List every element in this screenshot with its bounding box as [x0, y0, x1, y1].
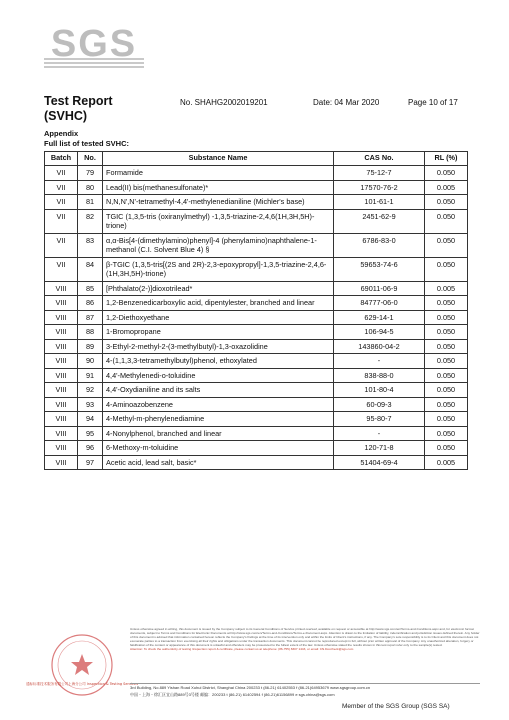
table-row [45, 441, 468, 456]
cell-substance-name: 1,2-Diethoxyethane [103, 310, 334, 325]
cell-rl: 0.050 [425, 195, 468, 210]
cell-rl: 0.050 [425, 257, 468, 281]
cell-no: 89 [78, 339, 103, 354]
cell-cas-no: 120-71-8 [334, 441, 425, 456]
cell-rl: 0.050 [425, 339, 468, 354]
table-row [45, 455, 468, 470]
cell-no: 91 [78, 368, 103, 383]
cell-rl: 0.050 [425, 368, 468, 383]
cell-no: 97 [78, 455, 103, 470]
cell-rl: 0.005 [425, 180, 468, 195]
logo-text: SGS [50, 23, 138, 65]
table-body [45, 166, 468, 470]
table-row [45, 397, 468, 412]
cell-batch: VIII [45, 339, 78, 354]
cell-rl: 0.050 [425, 325, 468, 340]
cell-cas-no: 84777-06-0 [334, 296, 425, 311]
cell-substance-name: N,N,N',N'-tetramethyl-4,4'-methylenedianiline (Michler's base) [103, 195, 334, 210]
table-row [45, 354, 468, 369]
cell-batch: VIII [45, 383, 78, 398]
cell-cas-no: 143860-04-2 [334, 339, 425, 354]
cell-batch: VIII [45, 412, 78, 427]
cell-no: 79 [78, 166, 103, 181]
col-batch: Batch [45, 152, 78, 166]
cell-batch: VII [45, 180, 78, 195]
cell-cas-no: 60-09-3 [334, 397, 425, 412]
cell-cas-no: - [334, 354, 425, 369]
cell-no: 96 [78, 441, 103, 456]
col-no: No. [78, 152, 103, 166]
disclaimer-text: Unless otherwise agreed in writing, this document is issued by the Company subject to its General Conditions of Service printed overleaf, available on request or accessible at http://www.sgs.com/en/Terms-and-Conditions.aspx and, for electronic format documents, subject to Terms and Conditions for Electronic Documents at http://www.sgs.com/en/Terms-and-Conditions/Terms-e-Document.aspx. Attention is drawn to the limitation of liability, indemnification and jurisdiction issues defined therein. Any holder of this document is advised that information contained hereon reflects the Company's findings at the time of its intervention only and within the limits of Client's instructions, if any. The Company's sole responsibility is to its Client and this document does not exonerate parties to a transaction from exercising all their rights and obligations under the transaction documents. This document cannot be reproduced except in full, without prior written approval of the Company. Any unauthorized alteration, forgery or falsification of the content or appearance of this document is unlawful and offenders may be prosecuted to the fullest extent of the law. Unless otherwise stated the results shown in this test report refer only to the sample(s) tested. [130, 627, 480, 647]
cell-no: 82 [78, 209, 103, 233]
legal-disclaimer [130, 628, 480, 651]
address-block [130, 683, 480, 698]
cell-no: 80 [78, 180, 103, 195]
address-cn: 中国・上海・徐汇区宜山路889号3号楼 邮编：200233 t (86-21) 61402594 f (86-21)61156899 e sgs.china@sgs.com [130, 692, 335, 697]
sgs-logo [44, 22, 144, 72]
cell-cas-no: 101-61-1 [334, 195, 425, 210]
page-number: Page 10 of 17 [408, 98, 458, 107]
cell-substance-name: TGIC (1,3,5-tris (oxiranylmethyl) -1,3,5-triazine-2,4,6(1H,3H,5H)-trione) [103, 209, 334, 233]
cell-substance-name: 4-(1,1,3,3-tetramethylbutyl)phenol, ethoxylated [103, 354, 334, 369]
report-title: Test Report [44, 94, 113, 108]
cell-cas-no: 59653-74-6 [334, 257, 425, 281]
svhc-table [44, 151, 468, 470]
cell-batch: VIII [45, 455, 78, 470]
table-row [45, 166, 468, 181]
cell-cas-no: 69011-06-9 [334, 281, 425, 296]
attention-text: Attention: To check the authenticity of testing /inspection report & certificate, please contact us at telephone: (86-755) 8307 1443, or email: CN.Doccheck@sgs.com [130, 646, 354, 651]
report-number: No. SHAHG2002019201 [180, 98, 268, 107]
cell-batch: VIII [45, 354, 78, 369]
cell-no: 94 [78, 412, 103, 427]
cell-substance-name: 4-Methyl-m-phenylenediamine [103, 412, 334, 427]
report-title-block [44, 94, 113, 124]
table-row [45, 233, 468, 257]
cell-cas-no: 106-94-5 [334, 325, 425, 340]
cell-batch: VIII [45, 281, 78, 296]
table-row [45, 281, 468, 296]
cell-substance-name: Acetic acid, lead salt, basic* [103, 455, 334, 470]
cell-batch: VII [45, 257, 78, 281]
list-title: Full list of tested SVHC: [44, 139, 130, 148]
table-row [45, 209, 468, 233]
cell-substance-name: [Phthalato(2-)]dioxotrilead* [103, 281, 334, 296]
cell-substance-name: α,α-Bis[4-(dimethylamino)phenyl]-4 (phenylamino)naphthalene-1-methanol (C.I. Solvent Blue 4) § [103, 233, 334, 257]
cell-substance-name: 1,2-Benzenedicarboxylic acid, dipentylester, branched and linear [103, 296, 334, 311]
cell-substance-name: 4,4'-Methylenedi-o-toluidine [103, 368, 334, 383]
cell-batch: VIII [45, 426, 78, 441]
cell-batch: VIII [45, 325, 78, 340]
cell-no: 83 [78, 233, 103, 257]
cell-rl: 0.050 [425, 397, 468, 412]
col-cas: CAS No. [334, 152, 425, 166]
table-header-row [45, 152, 468, 166]
sgs-member-note: Member of the SGS Group (SGS SA) [342, 703, 450, 710]
cell-no: 81 [78, 195, 103, 210]
cell-rl: 0.050 [425, 426, 468, 441]
cell-cas-no: 6786-83-0 [334, 233, 425, 257]
table-row [45, 426, 468, 441]
sgs-seal-stamp [26, 630, 138, 700]
cell-cas-no: 17570-76-2 [334, 180, 425, 195]
cell-batch: VIII [45, 441, 78, 456]
address-en: 3rd Building, No.889 Yishan Road Xuhui District, Shanghai China 200233 t (86-21) 61402553 f (86-21)64953679 www.sgsgroup.com.cn [130, 685, 371, 690]
cell-substance-name: Formamide [103, 166, 334, 181]
cell-rl: 0.050 [425, 310, 468, 325]
report-date: Date: 04 Mar 2020 [313, 98, 380, 107]
cell-batch: VII [45, 233, 78, 257]
cell-substance-name: 4-Aminoazobenzene [103, 397, 334, 412]
table-row [45, 339, 468, 354]
cell-no: 93 [78, 397, 103, 412]
cell-batch: VIII [45, 296, 78, 311]
cell-substance-name: 4,4'-Oxydianiline and its salts [103, 383, 334, 398]
table-row [45, 325, 468, 340]
cell-cas-no: - [334, 426, 425, 441]
cell-cas-no: 51404-69-4 [334, 455, 425, 470]
table-row [45, 310, 468, 325]
cell-substance-name: 6-Methoxy-m-toluidine [103, 441, 334, 456]
cell-no: 84 [78, 257, 103, 281]
cell-rl: 0.005 [425, 455, 468, 470]
appendix-label: Appendix [44, 129, 79, 138]
cell-substance-name: 4-Nonylphenol, branched and linear [103, 426, 334, 441]
cell-cas-no: 75-12-7 [334, 166, 425, 181]
cell-cas-no: 629-14-1 [334, 310, 425, 325]
cell-no: 90 [78, 354, 103, 369]
cell-rl: 0.050 [425, 296, 468, 311]
seal-text: 通标标准技术服务有限公司上海分公司 Inspection & Testing Services [26, 682, 138, 686]
cell-no: 85 [78, 281, 103, 296]
cell-substance-name: 1-Bromopropane [103, 325, 334, 340]
cell-rl: 0.050 [425, 166, 468, 181]
cell-batch: VII [45, 195, 78, 210]
cell-substance-name: Lead(II) bis(methanesulfonate)* [103, 180, 334, 195]
cell-batch: VIII [45, 397, 78, 412]
col-substance: Substance Name [103, 152, 334, 166]
cell-rl: 0.050 [425, 383, 468, 398]
cell-cas-no: 2451-62-9 [334, 209, 425, 233]
table-row [45, 412, 468, 427]
cell-no: 88 [78, 325, 103, 340]
table-row [45, 383, 468, 398]
table-row [45, 180, 468, 195]
cell-batch: VII [45, 209, 78, 233]
cell-no: 92 [78, 383, 103, 398]
cell-substance-name: β-TGIC (1,3,5-tris[(2S and 2R)-2,3-epoxypropyl]-1,3,5-triazine-2,4,6-(1H,3H,5H)-trione) [103, 257, 334, 281]
cell-no: 87 [78, 310, 103, 325]
cell-substance-name: 3-Ethyl-2-methyl-2-(3-methylbutyl)-1,3-oxazolidine [103, 339, 334, 354]
cell-rl: 0.050 [425, 441, 468, 456]
cell-batch: VIII [45, 310, 78, 325]
col-rl: RL (%) [425, 152, 468, 166]
cell-cas-no: 95-80-7 [334, 412, 425, 427]
cell-rl: 0.050 [425, 412, 468, 427]
report-subtitle: (SVHC) [44, 109, 88, 123]
table-row [45, 257, 468, 281]
table-row [45, 368, 468, 383]
cell-batch: VIII [45, 368, 78, 383]
cell-rl: 0.005 [425, 281, 468, 296]
cell-rl: 0.050 [425, 209, 468, 233]
cell-batch: VII [45, 166, 78, 181]
table-row [45, 195, 468, 210]
cell-cas-no: 101-80-4 [334, 383, 425, 398]
cell-no: 86 [78, 296, 103, 311]
cell-rl: 0.050 [425, 354, 468, 369]
table-row [45, 296, 468, 311]
cell-cas-no: 838-88-0 [334, 368, 425, 383]
cell-no: 95 [78, 426, 103, 441]
cell-rl: 0.050 [425, 233, 468, 257]
